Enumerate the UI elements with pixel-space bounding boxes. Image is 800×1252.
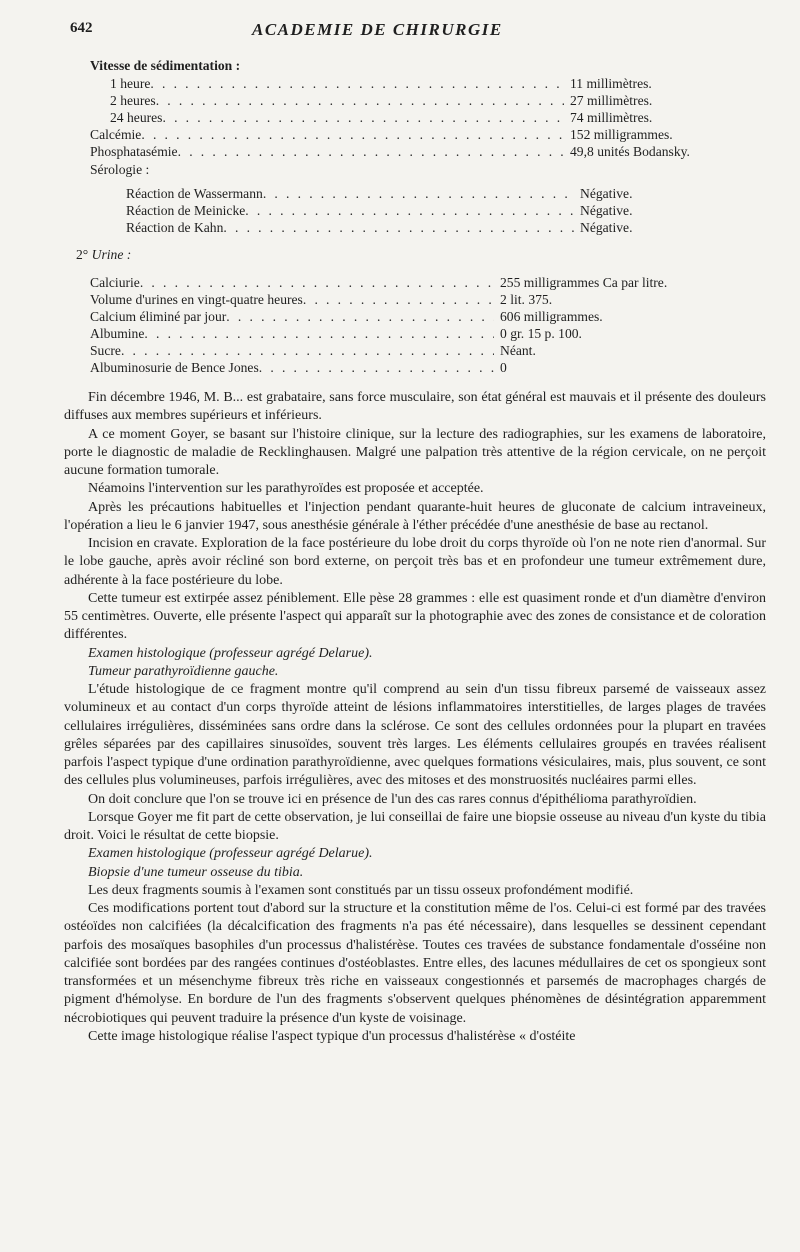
result-label: Réaction de Wassermann — [126, 186, 263, 201]
result-row — [90, 202, 720, 219]
result-value: 11 millimètres. — [570, 76, 652, 91]
paragraph: Cette tumeur est extirpée assez péniblement. Elle pèse 28 grammes : elle est quasiment ronde et d'un diamètre d'environ 55 centimètres. Ouverte, elle présente l'aspect qui apparaît sur la photographie avec des zones de consistance et de coloration différentes. — [64, 590, 766, 643]
paragraph: Cette image histologique réalise l'aspect typique d'un processus d'halistérèse « d'ostéite — [88, 1028, 576, 1044]
urine-results — [90, 274, 720, 376]
paragraph: Après les précautions habituelles et l'injection pendant quarante-huit heures de gluconate de calcium intraveineux, l'opération a lieu le 6 janvier 1947, sous anesthésie générale à l'éther précédée d'une anesthésie de base au rectanol. — [64, 499, 766, 533]
result-label: Réaction de Meinicke — [126, 203, 246, 218]
paragraph: Ces modifications portent tout d'abord sur la structure et la constitution même de l'os. Celui-ci est formé par des travées ostéoïdes non calcifiées (la décalcification des fragments n'a pas été nécessaire), dans lesquelles se dessinent cependant parfois des mosaïques basophiles d'un processus d'halistérèse. Toutes ces travées de substance fondamentale d'osséine non calcifiée sont bordées par des rangées continues d'ostéoblastes. Entre elles, des lacunes médullaires de cet os spongieux sont transformées et un mésenchyme fibreux très riche en vaisseaux congestionnés et parsemés de macrophages chargés de pigment d'hémolyse. En bordure de l'un des fragments s'observent quelques phénomènes de désintégration apparemment nécrobiotiques qui peuvent traduire la présence d'un kyste de voisinage. — [64, 901, 766, 1026]
result-value: 27 millimètres. — [570, 93, 653, 108]
result-value: 255 milligrammes Ca par litre. — [500, 275, 668, 290]
result-row — [90, 92, 720, 109]
result-row — [90, 274, 720, 291]
result-value: Négative. — [580, 203, 633, 218]
result-label: Calciurie — [90, 275, 140, 290]
result-row — [90, 219, 720, 236]
serology-results — [90, 185, 720, 236]
result-value: 0 — [500, 360, 507, 375]
result-label: Réaction de Kahn — [126, 220, 224, 235]
result-row — [90, 126, 720, 143]
sedimentation-heading: Vitesse de sédimentation : — [90, 58, 241, 73]
page-header — [70, 20, 780, 42]
result-row — [90, 75, 720, 92]
urine-heading-number: 2° — [76, 247, 89, 262]
result-label: Volume d'urines en vingt-quatre heures — [90, 292, 303, 307]
paragraph: Lorsque Goyer me fit part de cette observation, je lui conseillai de faire une biopsie osseuse au niveau d'un kyste du tibia droit. Voici le résultat de cette biopsie. — [64, 809, 766, 843]
result-label: Albumine — [90, 326, 145, 341]
paragraph: L'étude histologique de ce fragment montre qu'il comprend au sein d'un tissu fibreux parsemé de vaisseaux assez volumineux et au contact d'un corps thyroïde atteint de lésions inflammatoires interstitielles, de larges plages de travées cellulaires irrégulières, disséminées sans ordre dans la sclérose. Ce sont des cellules ordonnées pour la plupart en travées grêles séparées par des capillaires sinusoïdes, souvent très larges. Les éléments cellulaires groupés en travées réalisent parfois l'aspect typique d'une ordination parathyroïdienne, avec quelques formations vésiculaires, mais, plus souvent, ce sont des cellules plus volumineuses, parfois irrégulières, avec des mitoses et des monstruosités nucléaires parmi elles. — [64, 682, 766, 789]
urine-heading-label: Urine : — [91, 247, 132, 262]
result-label: Phosphatasémie — [90, 144, 178, 159]
result-label: Albuminosurie de Bence Jones — [90, 360, 259, 375]
result-value: Négative. — [580, 220, 633, 235]
result-row — [90, 308, 720, 325]
result-label: Calcémie — [90, 127, 142, 142]
tumor-heading: Tumeur parathyroïdienne gauche. — [88, 663, 279, 679]
result-row — [90, 185, 720, 202]
paragraph: Néamoins l'intervention sur les parathyroïdes est proposée et acceptée. — [88, 481, 484, 497]
blood-results — [90, 56, 720, 160]
paragraph: On doit conclure que l'on se trouve ici en présence de l'un des cas rares connus d'épithélioma parathyroïdien. — [88, 791, 697, 807]
result-value: 2 lit. 375. — [500, 292, 553, 307]
result-row — [90, 325, 720, 342]
paragraph: Fin décembre 1946, M. B... est grabataire, sans force musculaire, son état général est mauvais et il présente des douleurs diffuses aux membres supérieurs et inférieurs. — [64, 390, 766, 424]
result-row — [90, 143, 720, 160]
body-text — [64, 389, 766, 1046]
result-label: Sucre — [90, 343, 121, 358]
result-label: 2 heures — [110, 93, 156, 108]
biopsy-heading: Biopsie d'une tumeur osseuse du tibia. — [88, 864, 304, 880]
paragraph: Incision en cravate. Exploration de la face postérieure du lobe droit du corps thyroïde où l'on ne note rien d'anormal. Sur le lobe gauche, après avoir récliné son bord externe, on perçoit très bas et en profondeur une tumeur extrêmement dure, adhérente à la face postérieure du lobe. — [64, 536, 766, 588]
result-row — [90, 109, 720, 126]
paragraph: Les deux fragments soumis à l'examen sont constitués par un tissu osseux profondément modifié. — [88, 882, 634, 898]
result-label: 24 heures — [110, 110, 163, 125]
result-value: 0 gr. 15 p. 100. — [500, 326, 582, 341]
result-value: 74 millimètres. — [570, 110, 653, 125]
result-value: Néant. — [500, 343, 536, 358]
result-value: 606 milligrammes. — [500, 309, 603, 324]
result-value: 152 milligrammes. — [570, 127, 673, 142]
result-row — [90, 291, 720, 308]
serology-heading: Sérologie : — [90, 162, 150, 177]
urine-heading — [76, 247, 720, 263]
exam-heading: Examen histologique (professeur agrégé Delarue). — [88, 645, 373, 661]
lab-results — [76, 56, 720, 376]
paragraph: A ce moment Goyer, se basant sur l'histoire clinique, sur la lecture des radiographies, sur les examens de laboratoire, porte le diagnostic de maladie de Recklinghausen. Malgré une palpation très attentive de la région cervicale, on ne perçoit aucune formation tumorale. — [64, 426, 766, 478]
running-title: ACADEMIE DE CHIRURGIE — [252, 20, 503, 39]
result-label: Calcium éliminé par jour — [90, 309, 227, 324]
exam-heading: Examen histologique (professeur agrégé Delarue). — [88, 846, 373, 862]
result-label: 1 heure — [110, 76, 151, 91]
result-row — [90, 342, 720, 359]
result-row — [90, 359, 720, 376]
result-value: 49,8 unités Bodansky. — [570, 144, 690, 159]
result-value: Négative. — [580, 186, 633, 201]
page-number: 642 — [70, 20, 93, 36]
